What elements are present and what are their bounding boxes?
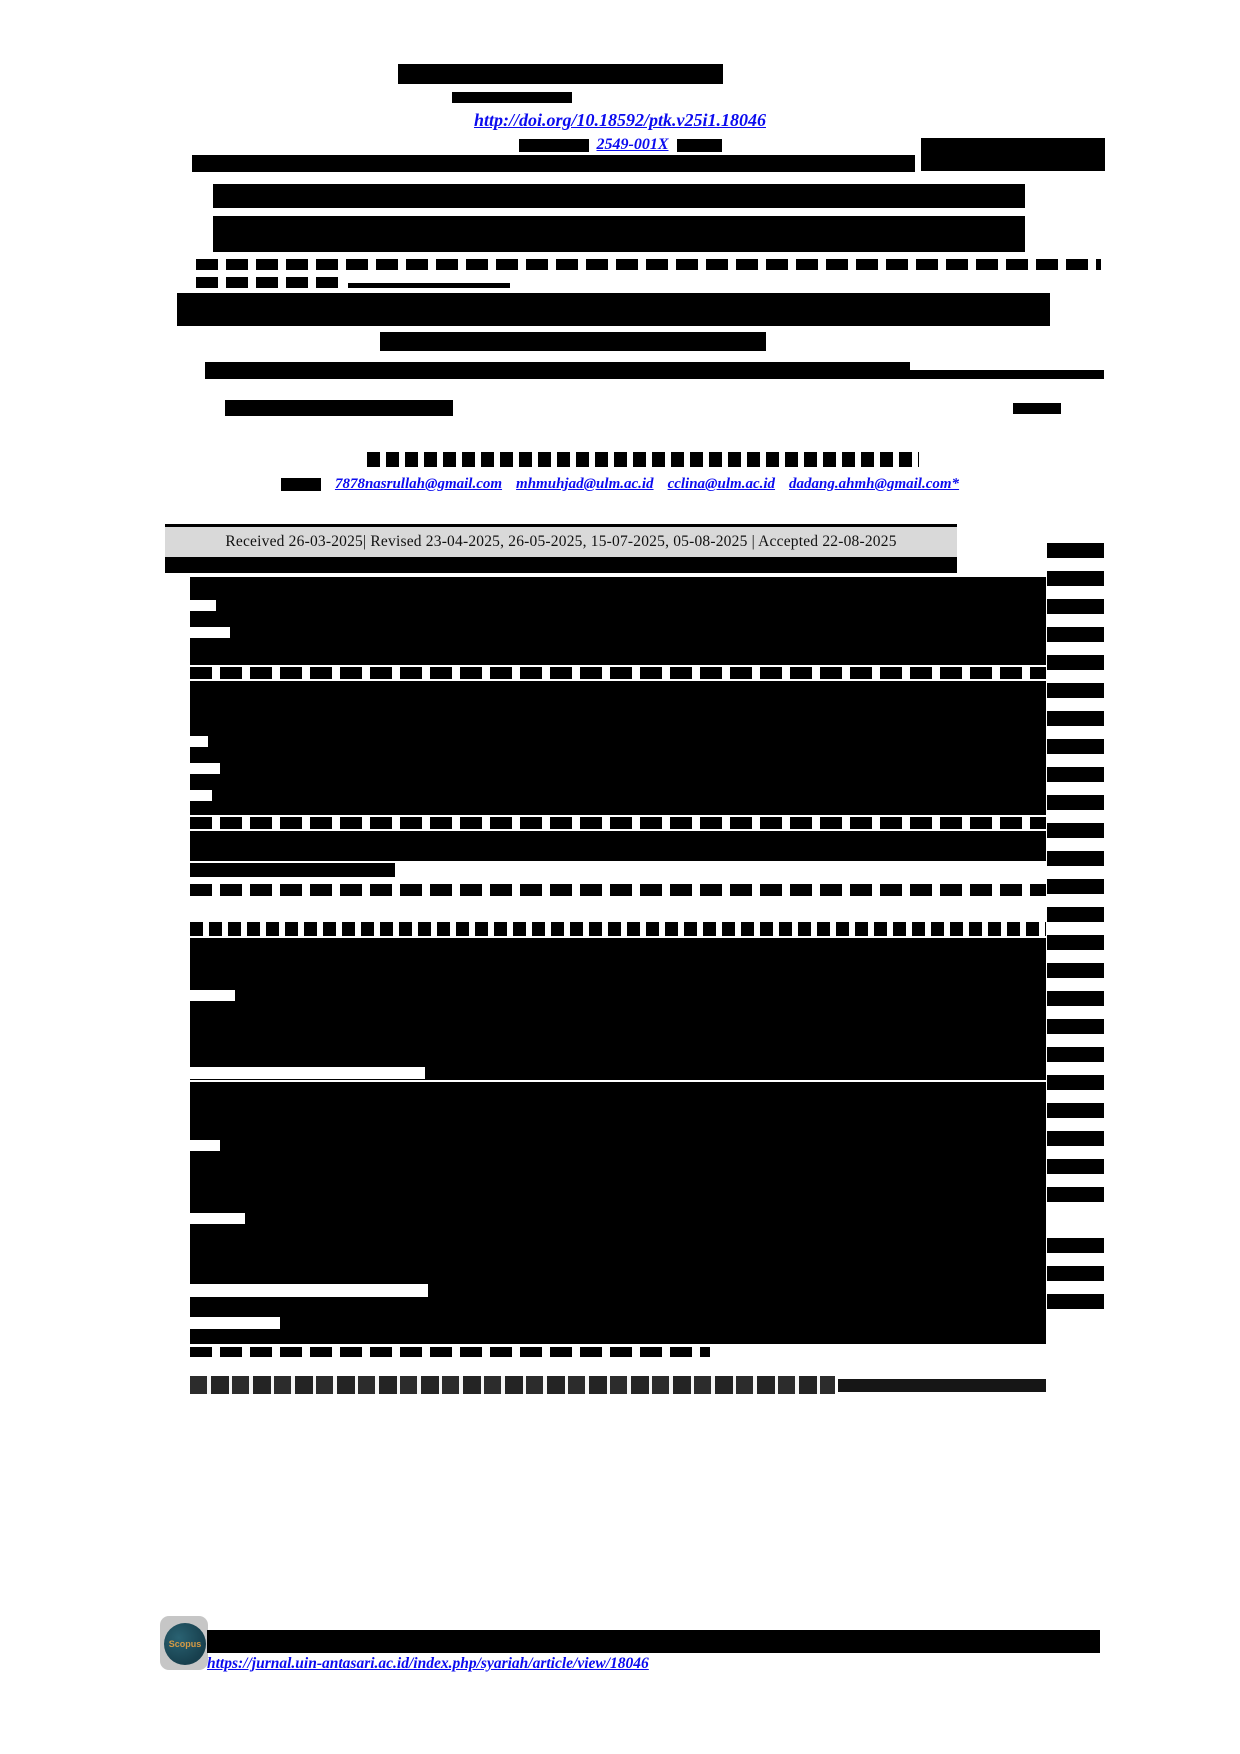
redacted-abstract-en-block-2 xyxy=(190,681,1046,815)
redacted-abstract-en-last-line xyxy=(190,863,395,877)
redacted-title-centered-line xyxy=(380,332,766,351)
review-dates-strip xyxy=(165,524,957,560)
redacted-journal-name xyxy=(398,64,723,84)
author-email-1[interactable]: 7878nasrullah@gmail.com xyxy=(334,476,503,492)
redacted-abstract-en-dashed-row-1 xyxy=(190,667,1046,679)
redacted-subtitle-line-1 xyxy=(196,259,1101,270)
redacted-abstract-id-last-row xyxy=(190,1347,710,1357)
article-url-link[interactable]: https://jurnal.uin-antasari.ac.id/index.php/syariah/article/view/18046 xyxy=(207,1655,649,1672)
author-email-2[interactable]: mhmuhjad@ulm.ac.id xyxy=(516,476,654,492)
redacted-issn-prefix xyxy=(519,139,589,152)
redacted-abstract-en-block-1 xyxy=(190,577,1046,665)
doi-link[interactable]: http://doi.org/10.18592/ptk.v25i1.18046 xyxy=(473,110,766,130)
redacted-abstract-id-block-2 xyxy=(190,1082,1046,1344)
scopus-badge[interactable] xyxy=(160,1616,208,1670)
redacted-abstract-en-block-3 xyxy=(190,831,1046,861)
abstract-line-gap xyxy=(190,600,216,611)
author-email-3[interactable]: cclina@ulm.ac.id xyxy=(667,476,776,492)
redacted-subtitle-tail xyxy=(348,283,510,288)
redacted-department-tail xyxy=(1013,403,1061,414)
abstract-line-gap xyxy=(190,1317,280,1329)
redacted-author-names-tail xyxy=(908,370,1104,379)
abstract-line-gap xyxy=(190,1140,220,1151)
abstract-line-gap xyxy=(190,763,220,774)
redacted-author-names xyxy=(205,362,910,379)
redacted-subtitle-line-2 xyxy=(196,277,346,288)
abstract-line-gap xyxy=(190,990,235,1001)
redacted-footer-line xyxy=(207,1630,1100,1653)
redacted-title-alt-line xyxy=(177,293,1050,326)
abstract-line-gap xyxy=(190,627,230,638)
scopus-logo-label: Scopus xyxy=(168,1639,202,1649)
redacted-title-line-1 xyxy=(213,184,1025,208)
redacted-keywords-en-line xyxy=(190,884,1046,896)
redacted-issn-suffix xyxy=(677,139,722,152)
redacted-line-below-dates xyxy=(165,560,957,573)
redacted-abstract-id-heading xyxy=(190,922,1046,936)
scopus-logo-icon xyxy=(164,1623,206,1665)
author-emails-row xyxy=(0,476,1240,493)
abstract-line-gap xyxy=(190,1067,425,1079)
footer-link-row xyxy=(207,1655,649,1673)
redacted-abstract-id-block-1 xyxy=(190,938,1046,1080)
redacted-right-margin-strips-lower xyxy=(1047,1238,1104,1314)
redacted-header-rule-line xyxy=(192,155,915,172)
redacted-header-right-block xyxy=(921,138,1105,171)
redacted-keywords-id-tail xyxy=(838,1379,1046,1392)
redacted-department-line xyxy=(225,400,453,416)
issn-link[interactable]: 2549-001X xyxy=(596,136,669,153)
author-email-4[interactable]: dadang.ahmh@gmail.com* xyxy=(789,476,960,492)
abstract-line-gap xyxy=(190,1284,428,1297)
abstract-line-gap xyxy=(190,1213,245,1224)
redacted-right-margin-strips xyxy=(1047,543,1104,1215)
redacted-email-label xyxy=(281,478,321,491)
doi-row xyxy=(0,110,1240,131)
redacted-abstract-en-dashed-row-2 xyxy=(190,817,1046,829)
redacted-title-line-2 xyxy=(213,216,1025,252)
redacted-journal-subline xyxy=(452,92,572,103)
redacted-affiliation-line xyxy=(367,452,919,467)
partially-redacted-keywords-id xyxy=(190,1376,835,1394)
abstract-line-gap xyxy=(190,790,212,801)
review-dates-text: Received 26-03-2025| Revised 23-04-2025, 26-05-2025, 15-07-2025, 05-08-2025 | Accepted 22-08-2025 xyxy=(225,533,897,550)
abstract-line-gap xyxy=(190,736,208,747)
